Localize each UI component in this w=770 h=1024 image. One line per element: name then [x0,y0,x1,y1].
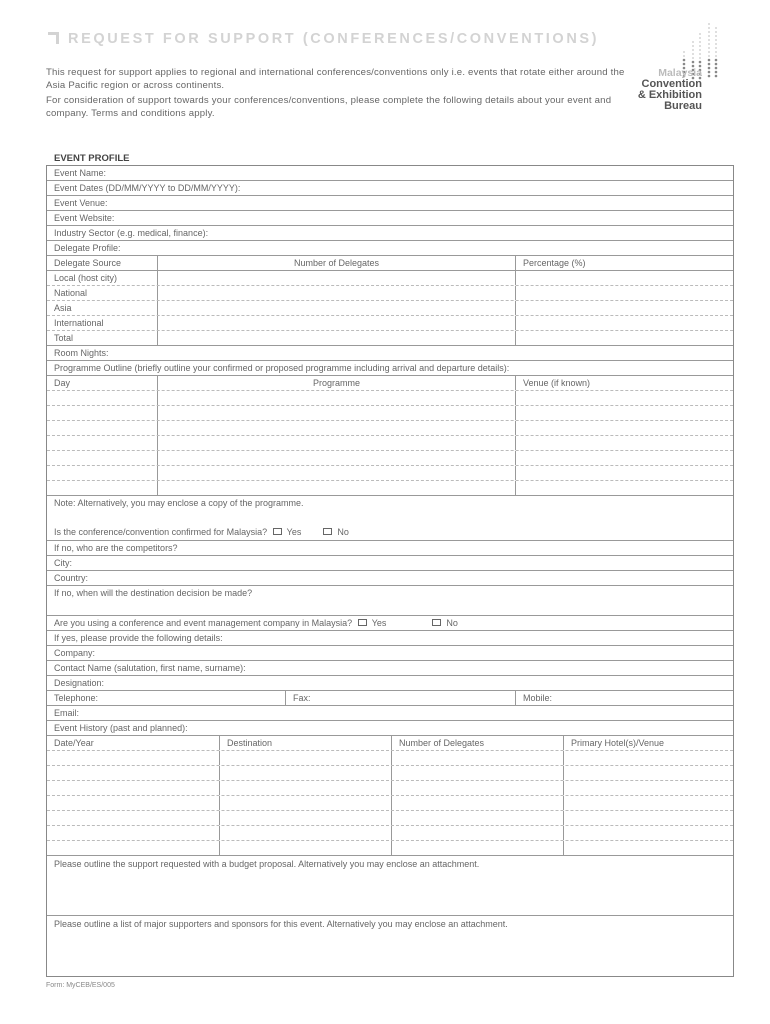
col-primary-hotel: Primary Hotel(s)/Venue [563,736,733,750]
event-history-label: Event History (past and planned): [54,723,188,733]
phone-row [47,691,733,706]
col-history-delegates: Number of Delegates [391,736,563,750]
programme-note: Note: Alternatively, you may enclose a copy of the programme. [54,498,304,508]
company-field[interactable]: Company: [54,648,96,658]
row-label-local: Local (host city) [54,273,118,283]
city-field[interactable]: City: [54,558,72,568]
asia-delegates-input[interactable] [157,301,515,315]
table-row[interactable] [47,826,733,841]
decision-date-field[interactable]: If no, when will the destination decision be made? [54,588,253,598]
delegate-profile-field[interactable]: Delegate Profile: [54,243,121,253]
col-date-year: Date/Year [54,738,94,748]
form-code: Form: MyCEB/ES/005 [46,982,115,989]
table-row[interactable] [47,796,733,811]
confirmed-yes-checkbox[interactable] [273,528,282,535]
programme-table-header [47,376,733,391]
table-row[interactable] [47,466,733,481]
cem-no-checkbox[interactable] [432,619,441,626]
total-delegates-input[interactable] [157,331,515,345]
competitors-field[interactable]: If no, who are the competitors? [54,543,178,553]
cem-yes-checkbox[interactable] [358,619,367,626]
cem-question-row [47,616,733,631]
telephone-field[interactable]: Telephone: [54,693,99,703]
confirmed-yes-label: Yes [286,527,302,537]
mobile-field[interactable]: Mobile: [515,691,733,705]
confirmation-block [47,496,733,541]
col-percentage: Percentage (%) [515,256,733,270]
table-row[interactable] [47,751,733,766]
event-venue-field[interactable]: Event Venue: [54,198,108,208]
table-row[interactable] [47,781,733,796]
local-delegates-input[interactable] [157,271,515,285]
programme-outline-label: Programme Outline (briefly outline your confirmed or proposed programme including arrival and departure details): [54,363,510,373]
row-label-asia: Asia [54,303,72,313]
row-label-national: National [54,288,88,298]
international-delegates-input[interactable] [157,316,515,330]
table-row [47,271,733,286]
row-label-total: Total [54,333,74,343]
col-delegate-source: Delegate Source [54,258,122,268]
industry-sector-field[interactable]: Industry Sector (e.g. medical, finance): [54,228,209,238]
table-row [47,331,733,346]
form-title [48,31,599,47]
contact-name-field[interactable]: Contact Name (salutation, first name, surname): [54,663,246,673]
logo-line-3: & Exhibition [637,89,702,101]
intro-paragraph-1: This request for support applies to regional and international conferences/conventions only i.e. events that rotate either around the Asia Pacific region or across continents. [46,67,625,91]
row-label-international: International [54,318,104,328]
cem-yes-label: Yes [371,618,387,628]
form-title-text: REQUEST FOR SUPPORT (CONFERENCES/CONVENTIONS) [68,31,600,47]
table-row[interactable] [47,436,733,451]
table-row[interactable] [47,406,733,421]
col-venue: Venue (if known) [515,376,733,390]
corner-logo-icon [48,31,62,44]
section-title: EVENT PROFILE [54,153,130,164]
international-percentage-input[interactable] [515,316,733,330]
logo-line-4: Bureau [664,100,702,112]
event-name-field[interactable]: Event Name: [54,168,107,178]
room-nights-field[interactable]: Room Nights: [54,348,109,358]
table-row[interactable] [47,811,733,826]
table-row[interactable] [47,421,733,436]
table-row [47,316,733,331]
sponsors-field[interactable]: Please outline a list of major supporters and sponsors for this event. Alternatively you may enclose an attachment. [54,919,508,929]
table-row[interactable] [47,391,733,406]
table-row[interactable] [47,451,733,466]
confirmed-no-label: No [337,527,349,537]
confirmed-question: Is the conference/convention confirmed for Malaysia? [54,527,268,537]
event-profile-form [46,165,734,977]
local-percentage-input[interactable] [515,271,733,285]
asia-percentage-input[interactable] [515,301,733,315]
col-programme: Programme [157,376,515,390]
fax-field[interactable]: Fax: [285,691,515,705]
table-row[interactable] [47,481,733,496]
cem-question: Are you using a conference and event management company in Malaysia? [54,618,353,628]
event-dates-field[interactable]: Event Dates (DD/MM/YYYY to DD/MM/YYYY): [54,183,241,193]
national-percentage-input[interactable] [515,286,733,300]
intro-paragraph-2: For consideration of support towards your conferences/conventions, please complete the following details about your event and company. Terms and conditions apply. [46,95,612,119]
confirmed-no-checkbox[interactable] [323,528,332,535]
history-table-header [47,736,733,751]
table-row [47,286,733,301]
logo-line-1: Malaysia [658,67,702,79]
cem-no-label: No [446,618,458,628]
country-field[interactable]: Country: [54,573,89,583]
national-delegates-input[interactable] [157,286,515,300]
col-destination: Destination [219,736,391,750]
email-field[interactable]: Email: [54,708,80,718]
support-requested-field[interactable]: Please outline the support requested with a budget proposal. Alternatively you may enclose an attachment. [54,859,480,869]
provide-details-label: If yes, please provide the following details: [54,633,223,643]
table-row[interactable] [47,766,733,781]
table-row[interactable] [47,841,733,856]
delegates-table-header [47,256,733,271]
total-percentage-input[interactable] [515,331,733,345]
col-day: Day [54,378,71,388]
mycebureau-logo [637,22,740,114]
table-row [47,301,733,316]
event-website-field[interactable]: Event Website: [54,213,115,223]
col-number-of-delegates: Number of Delegates [157,256,515,270]
logo-line-2: Convention [641,78,702,90]
designation-field[interactable]: Designation: [54,678,105,688]
